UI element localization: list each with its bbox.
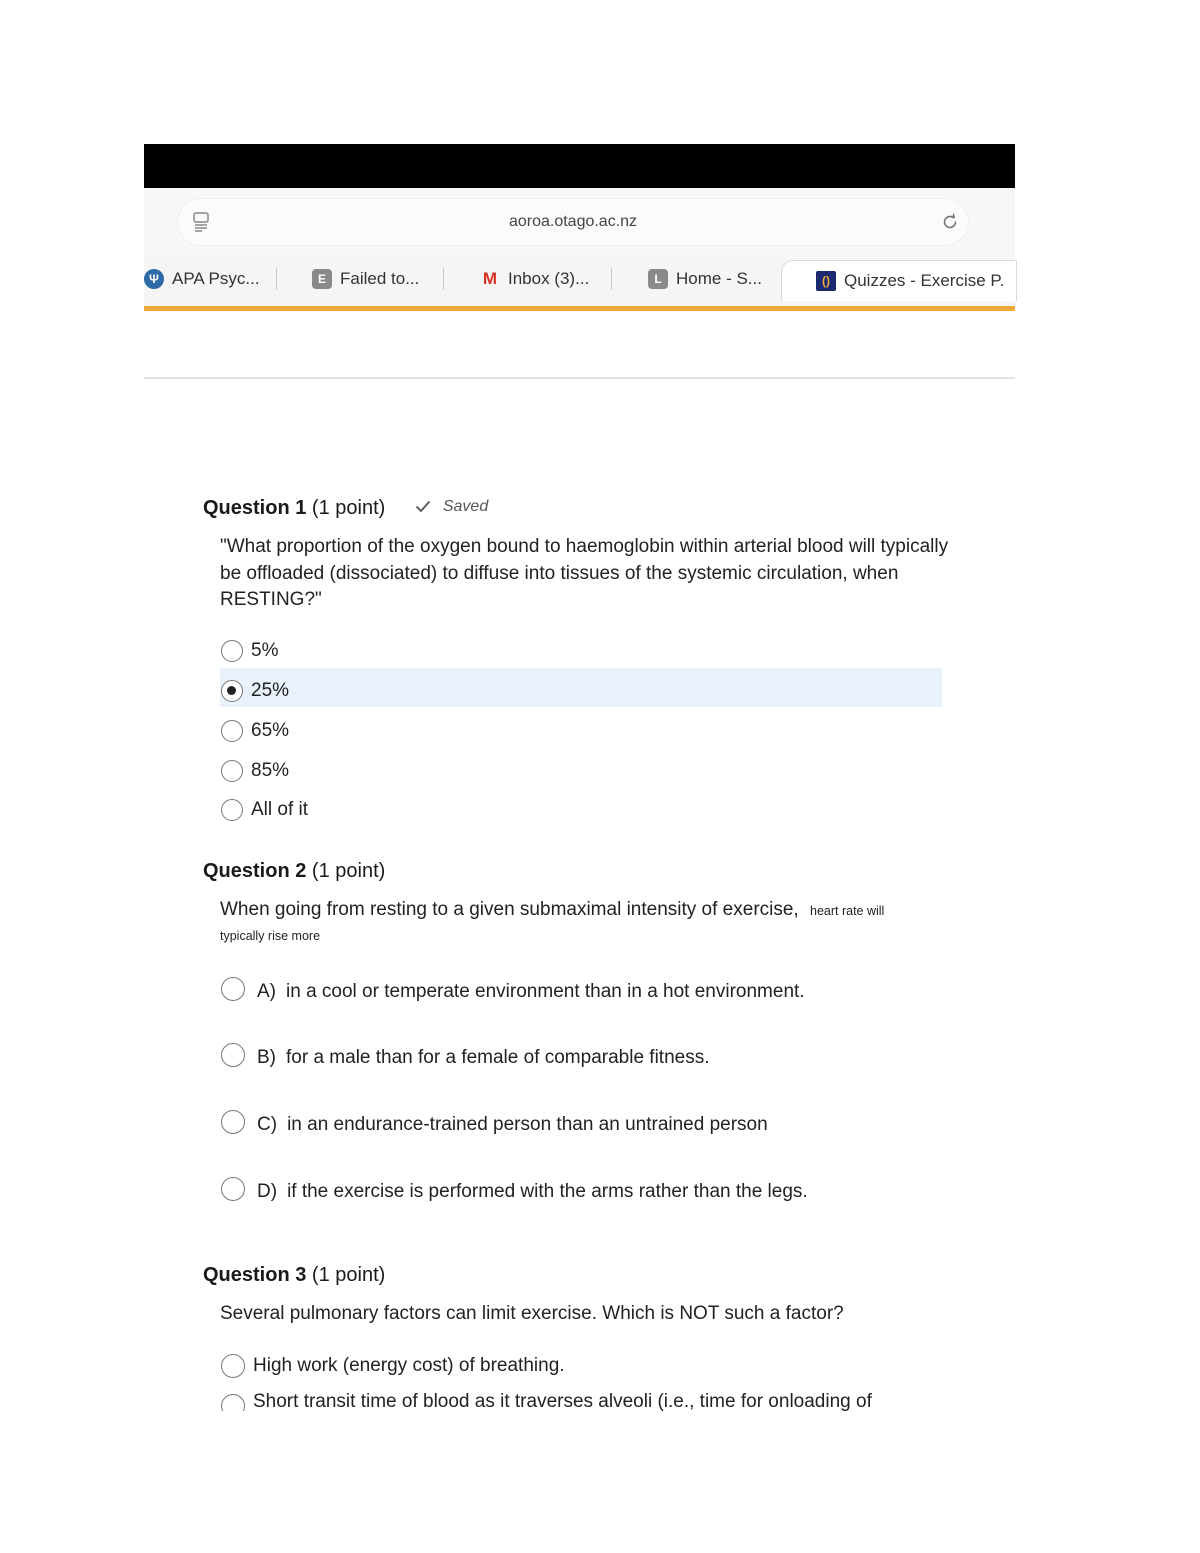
tab-label: APA Psyc...: [172, 269, 260, 288]
option-label: Short transit time of blood as it traverses alveoli (i.e., time for onloading of: [253, 1391, 872, 1411]
option-label: for a male than for a female of comparable fitness.: [286, 1047, 710, 1068]
radio-button[interactable]: [221, 977, 245, 1001]
tab-inbox[interactable]: [480, 258, 589, 300]
question-1-header: [203, 497, 488, 520]
tab-separator: [611, 268, 612, 290]
question-3-option[interactable]: [221, 1354, 565, 1378]
question-3-header: [203, 1264, 385, 1287]
tab-accent-line: [144, 306, 1015, 311]
option-label: 85%: [251, 760, 290, 781]
tab-label: Failed to...: [340, 269, 420, 288]
reload-icon[interactable]: [940, 212, 960, 232]
address-bar[interactable]: [178, 199, 968, 245]
apa-psi-icon: Ψ: [144, 269, 164, 289]
tab-failed[interactable]: [312, 258, 419, 300]
tab-separator: [276, 268, 277, 290]
tab-quizzes[interactable]: [781, 260, 1017, 301]
question-2-header: [203, 860, 385, 883]
tab-label: Inbox (3)...: [508, 269, 590, 288]
question-1-option[interactable]: [221, 799, 308, 821]
radio-button[interactable]: [221, 1354, 245, 1378]
option-label: 25%: [251, 680, 290, 701]
option-label: 5%: [251, 640, 279, 661]
tab-separator: [443, 268, 444, 290]
question-1-option[interactable]: [221, 720, 289, 742]
checkmark-icon: [415, 500, 431, 514]
saved-label: Saved: [442, 498, 489, 515]
question-2-option[interactable]: [221, 977, 805, 1003]
cropped-option-clip: [221, 1386, 981, 1411]
question-1-option[interactable]: [221, 680, 289, 702]
top-black-bar: [144, 144, 1015, 188]
question-title: Question 3: [203, 1264, 307, 1286]
l-letter-icon: L: [648, 269, 668, 289]
radio-button[interactable]: [221, 799, 243, 821]
question-2-option[interactable]: [221, 1043, 710, 1069]
question-1-text: "What proportion of the oxygen bound to haemoglobin within arterial blood will typically be offloaded (dissociated) to diffuse into tissues of the systemic circulation, when RESTING?": [220, 536, 949, 610]
radio-button[interactable]: [221, 1394, 245, 1411]
tab-home[interactable]: [648, 258, 762, 300]
question-text-main: When going from resting to a given submaximal intensity of exercise,: [220, 899, 799, 920]
quiz-logo-icon: (): [816, 271, 836, 291]
radio-button[interactable]: [221, 720, 243, 742]
url-text[interactable]: aoroa.otago.ac.nz: [508, 213, 638, 230]
gmail-icon: M: [482, 269, 498, 288]
tab-apa[interactable]: [144, 258, 260, 300]
option-label: High work (energy cost) of breathing.: [253, 1355, 565, 1376]
tab-bar: [144, 258, 1015, 308]
page-divider: [144, 377, 1015, 379]
option-label: in an endurance-trained person than an untrained person: [287, 1114, 768, 1135]
option-label: All of it: [251, 799, 309, 820]
radio-button[interactable]: [221, 1110, 245, 1134]
saved-status: [415, 498, 488, 516]
question-points: (1 point): [311, 1264, 386, 1286]
option-label: 65%: [251, 720, 290, 741]
question-2-text-continued: typically rise more: [220, 929, 321, 943]
tab-label: Home - S...: [676, 269, 762, 288]
option-label: in a cool or temperate environment than in a hot environment.: [286, 981, 805, 1002]
option-label: if the exercise is performed with the arms rather than the legs.: [287, 1181, 808, 1202]
option-letter: B): [257, 1047, 276, 1068]
question-2-option[interactable]: [221, 1177, 808, 1203]
question-text-small: heart rate will: [810, 904, 885, 918]
selected-answer-highlight: [220, 668, 942, 707]
option-letter: A): [257, 981, 276, 1002]
question-3-option[interactable]: [221, 1386, 872, 1411]
question-1-option[interactable]: [221, 640, 278, 662]
question-title: Question 1: [203, 497, 307, 519]
question-points: (1 point): [311, 860, 386, 882]
tab-label: Quizzes - Exercise P.: [844, 271, 1005, 290]
radio-button[interactable]: [221, 760, 243, 782]
question-1-option[interactable]: [221, 760, 289, 782]
radio-button[interactable]: [221, 640, 243, 662]
question-3-text: Several pulmonary factors can limit exercise. Which is NOT such a factor?: [220, 1303, 844, 1324]
question-2-option[interactable]: [221, 1110, 768, 1136]
question-title: Question 2: [203, 860, 307, 882]
option-letter: D): [257, 1181, 278, 1202]
radio-button[interactable]: [221, 1177, 245, 1201]
option-letter: C): [257, 1114, 278, 1135]
e-letter-icon: E: [312, 269, 332, 289]
radio-button-selected[interactable]: [221, 680, 243, 702]
radio-button[interactable]: [221, 1043, 245, 1067]
question-points: (1 point): [311, 497, 386, 519]
question-2-text: [220, 897, 920, 925]
